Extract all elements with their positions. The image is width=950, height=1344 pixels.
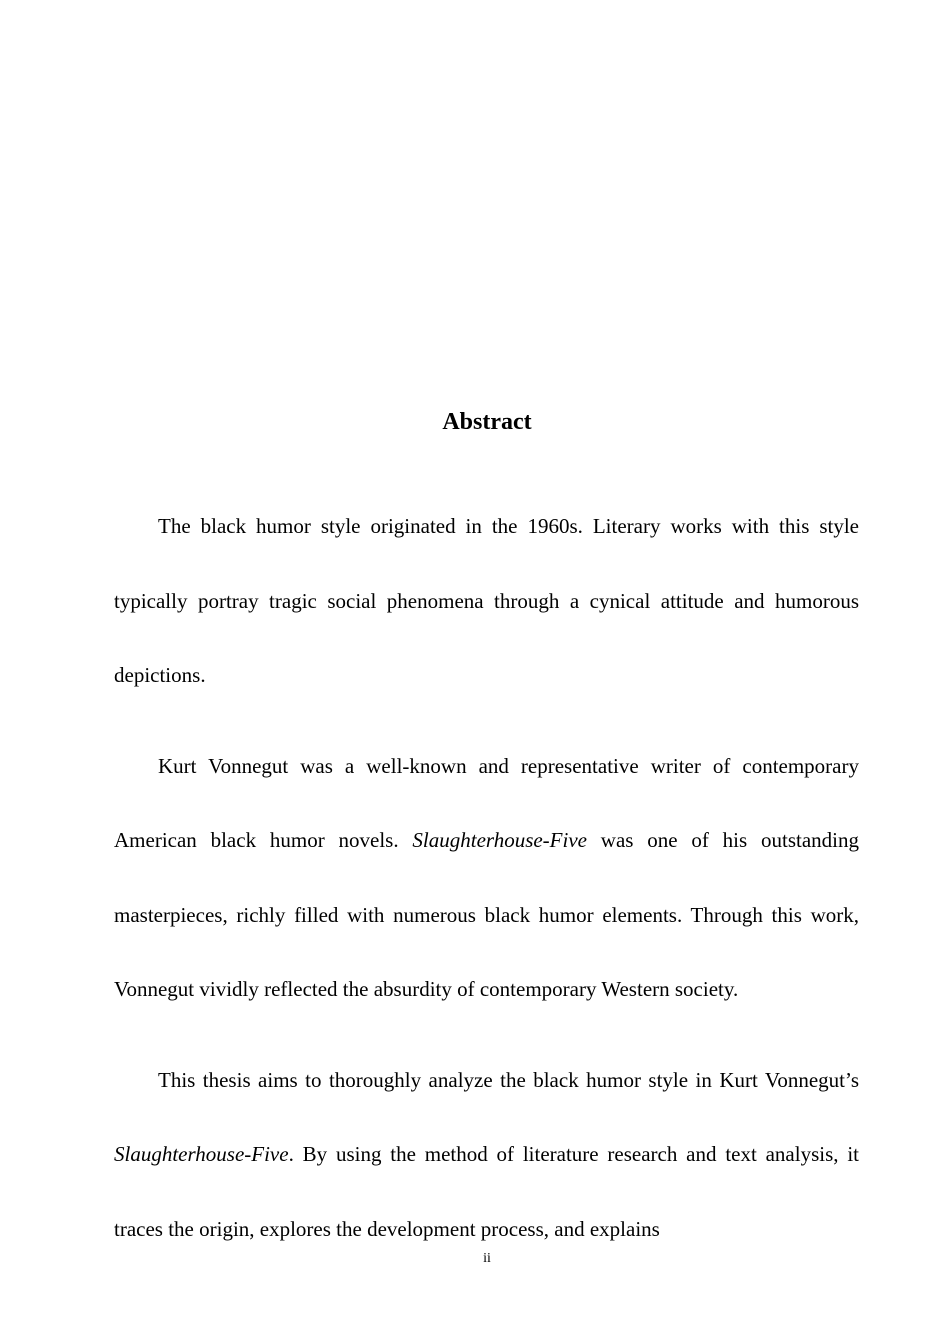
paragraph-2 [114, 729, 859, 1027]
page-number: ii [483, 1251, 491, 1266]
paragraph-2-text-2: was one of his outstanding masterpieces, richly filled with numerous black humor elements. Through this work, Vonnegut vividly reflected the absurdity of contemporary Western society. [114, 828, 859, 1001]
paragraph-3 [114, 1043, 859, 1267]
paragraph-3-text-2: . By using the method of literature research and text analysis, it traces the origin, explores the development process, and explains [114, 1142, 859, 1241]
paragraph-1-text: The black humor style originated in the 1960s. Literary works with this style typically portray tragic social phenomena through a cynical attitude and humorous depictions. [114, 514, 859, 687]
abstract-body [114, 489, 859, 1266]
abstract-title: Abstract [442, 409, 532, 435]
paragraph-2-text-1: Kurt Vonnegut was a well-known and representative writer of contemporary American black humor novels. [114, 753, 859, 852]
book-title-italic: Slaughterhouse-Five [412, 828, 587, 852]
book-title-italic: Slaughterhouse-Five [114, 1142, 289, 1166]
paragraph-3-text-1: This thesis aims to thoroughly analyze the black humor style in Kurt Vonnegut’s [158, 1067, 859, 1092]
paragraph-1 [114, 489, 859, 713]
